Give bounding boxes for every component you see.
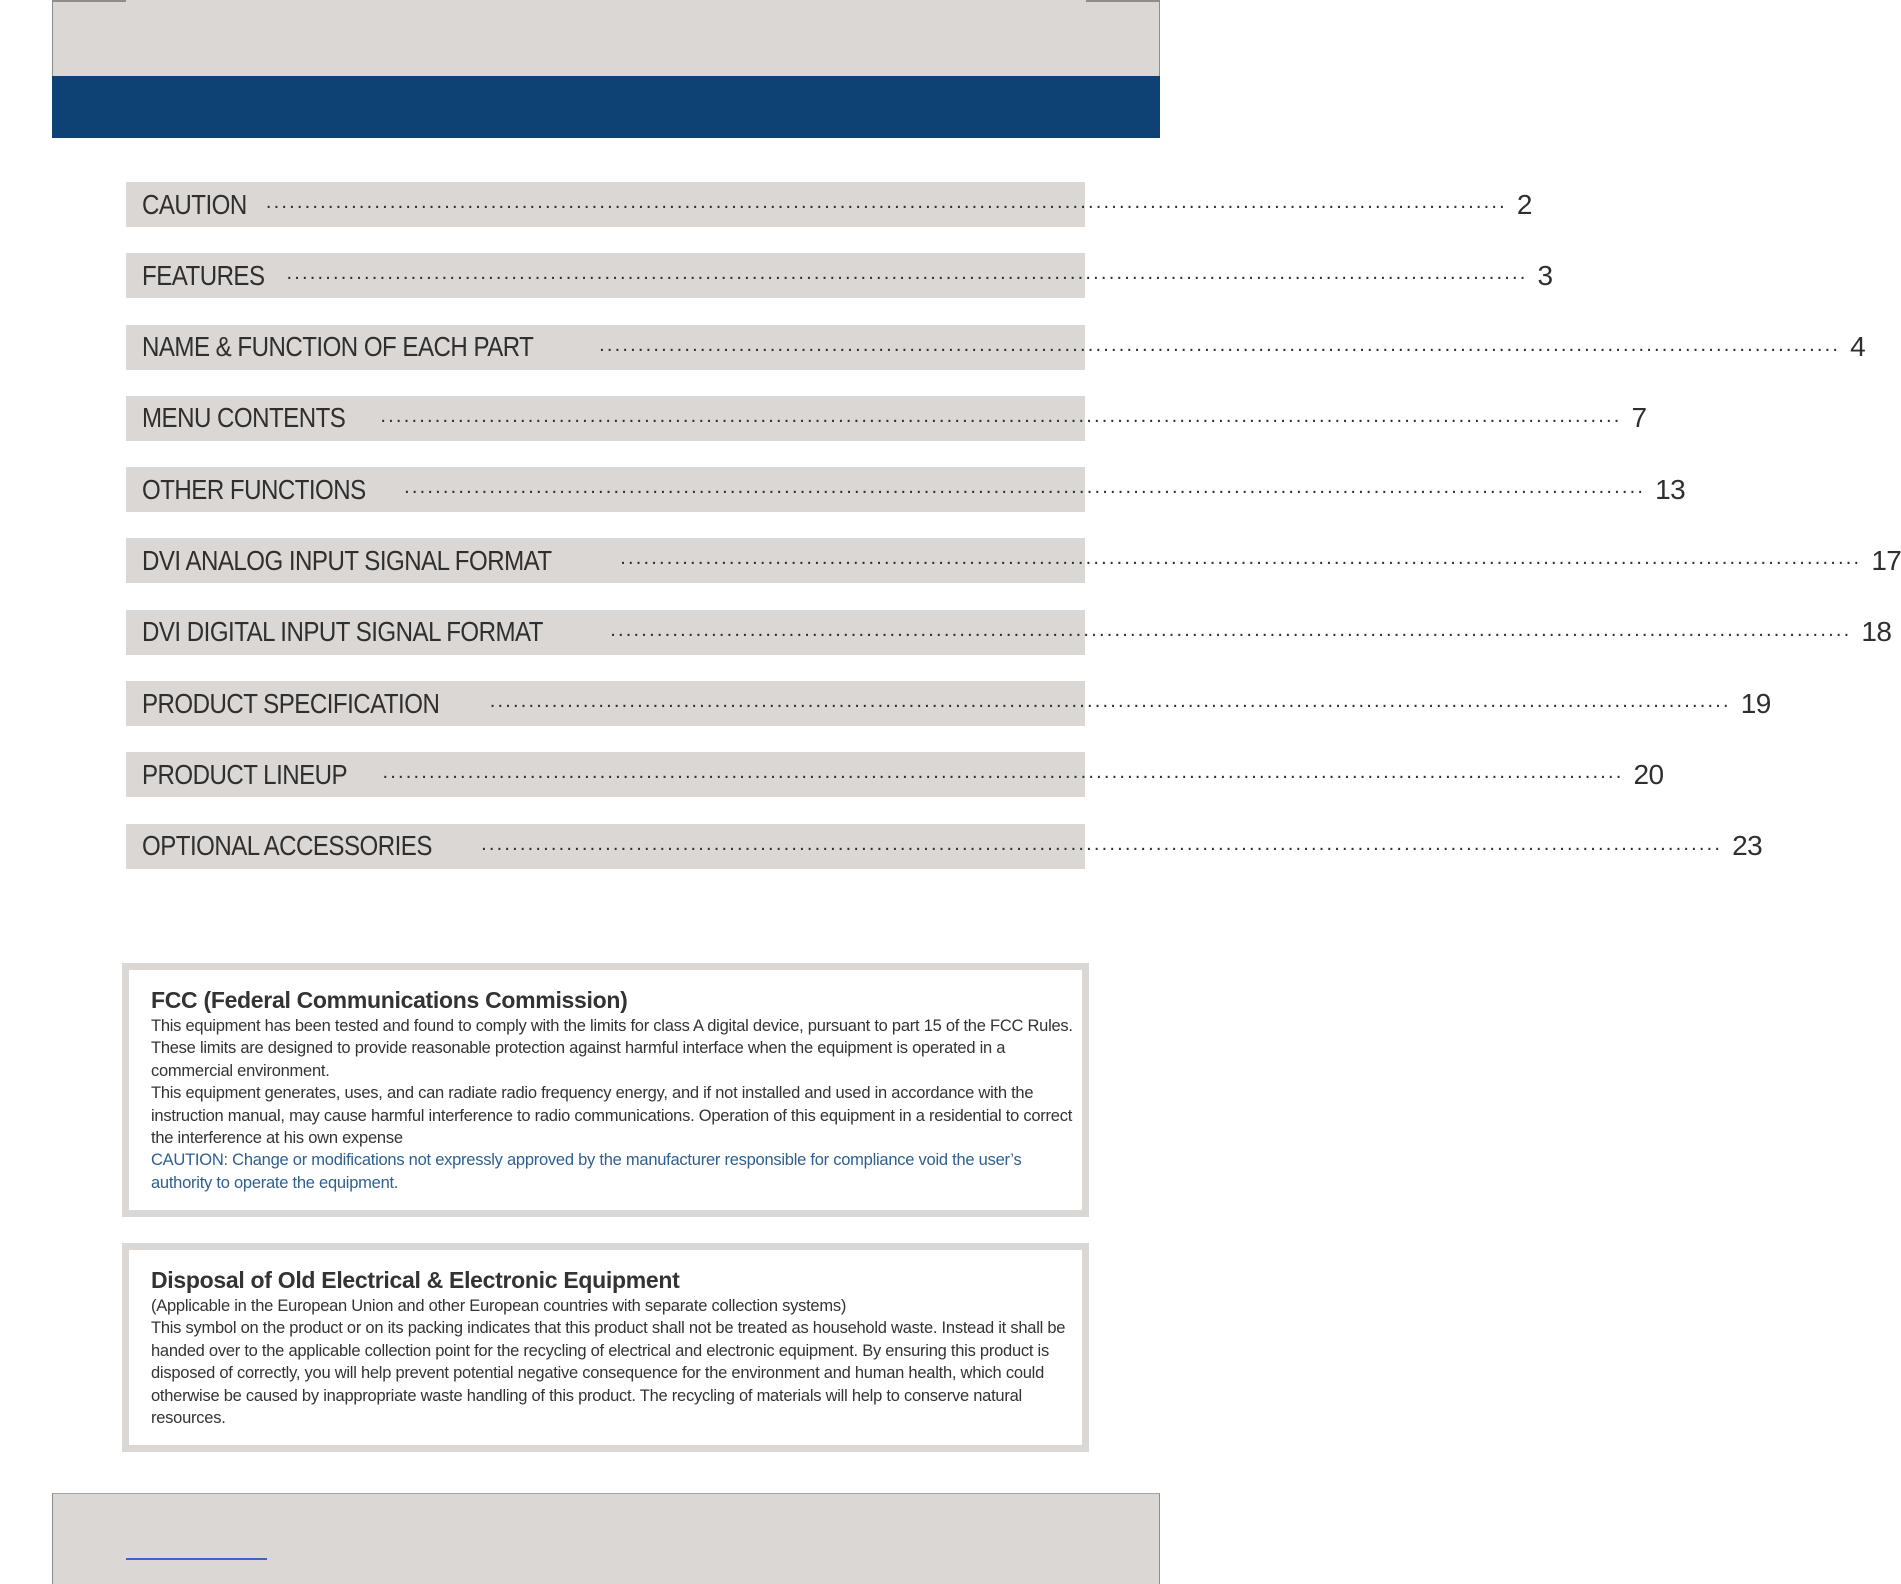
footer-gray-band [52, 1493, 1160, 1584]
toc-item-product-specification[interactable] [126, 681, 1771, 726]
toc-item-optional-accessories[interactable] [126, 824, 1763, 869]
header-gray-band [52, 0, 1160, 76]
disposal-notice-body: This symbol on the product or on its packing indicates that this product shall not be treated as household waste. Instead it shall be handed over to the applicable collection point for the recycling of electrical and electronic equipment. By ensuring this product is disposed of correctly, you will help prevent potential negative consequence for the environment and human health, which could otherwise be caused by inappropriate waste handling of this product. The recycling of materials will help to conserve natural resources. [151, 1319, 1066, 1428]
table-of-contents [126, 182, 1901, 895]
toc-item-page: 19 [1740, 687, 1771, 719]
fcc-notice-paragraph-2: This equipment generates, uses, and can radiate radio frequency energy, and if not installed and used in accordance with the instruction manual, may cause harmful interference to radio communications. Operation of this equipment in a residential to correct the interference at his own expense [151, 1084, 1073, 1148]
header-right-edge [1086, 0, 1160, 2]
header-left-edge [52, 0, 126, 2]
disposal-notice-subtitle: (Applicable in the European Union and other European countries with separate collection systems) [151, 1297, 847, 1315]
toc-item-page: 18 [1861, 616, 1892, 648]
fcc-caution-text: CAUTION: Change or modifications not expressly approved by the manufacturer responsible for compliance void the user’s authority to operate the equipment. [151, 1151, 1022, 1192]
toc-item-title: PRODUCT LINEUP [142, 758, 348, 790]
toc-dot-leader: ................................................................................................................................................................ [610, 618, 1852, 641]
toc-item-title: NAME & FUNCTION OF EACH PART [142, 331, 534, 363]
toc-item-name-function[interactable] [126, 325, 1866, 370]
toc-item-page: 13 [1655, 473, 1686, 505]
footer-link-underline[interactable] [126, 1558, 267, 1560]
toc-dot-leader: ................................................................................................................................................................ [286, 262, 1528, 285]
toc-item-dvi-digital[interactable] [126, 610, 1892, 655]
toc-item-title: MENU CONTENTS [142, 402, 346, 434]
toc-item-title: FEATURES [142, 259, 265, 291]
toc-item-page: 23 [1732, 830, 1763, 862]
toc-dot-leader: ................................................................................................................................................................ [489, 690, 1731, 713]
toc-item-page: 7 [1631, 402, 1647, 434]
fcc-notice-title: FCC (Federal Communications Commission) [151, 987, 628, 1013]
toc-item-title: PRODUCT SPECIFICATION [142, 687, 440, 719]
toc-item-title: OTHER FUNCTIONS [142, 473, 366, 505]
toc-item-other-functions[interactable] [126, 467, 1686, 512]
toc-dot-leader: ................................................................................................................................................................ [265, 191, 1507, 213]
toc-dot-leader: ................................................................................................................................................................ [599, 333, 1841, 356]
disposal-notice-box [122, 1243, 1089, 1452]
toc-item-dvi-analog[interactable] [126, 538, 1901, 583]
toc-dot-leader: ................................................................................................................................................................ [481, 832, 1723, 855]
toc-item-title: CAUTION [142, 188, 247, 220]
toc-item-title: DVI DIGITAL INPUT SIGNAL FORMAT [142, 616, 544, 648]
toc-item-page: 4 [1850, 331, 1866, 363]
toc-dot-leader: ................................................................................................................................................................ [404, 476, 1646, 499]
fcc-notice-paragraph-1: This equipment has been tested and found to comply with the limits for class A digital device, pursuant to part 15 of the FCC Rules. These limits are designed to provide reasonable protection against harmful interface when the equipment is operated in a commercial environment. [151, 1017, 1073, 1080]
toc-item-page: 20 [1633, 758, 1664, 790]
toc-item-menu-contents[interactable] [126, 396, 1647, 441]
toc-item-caution[interactable] [126, 182, 1532, 227]
header-blue-band [52, 76, 1160, 138]
toc-item-title: OPTIONAL ACCESSORIES [142, 830, 432, 862]
disposal-notice-title: Disposal of Old Electrical & Electronic Equipment [151, 1267, 680, 1293]
toc-item-page: 17 [1871, 544, 1901, 576]
toc-item-features[interactable] [126, 253, 1553, 298]
toc-item-page: 2 [1516, 188, 1532, 220]
toc-dot-leader: ................................................................................................................................................................ [620, 547, 1862, 570]
toc-item-product-lineup[interactable] [126, 752, 1664, 797]
toc-dot-leader: ................................................................................................................................................................ [380, 404, 1622, 427]
toc-item-page: 3 [1537, 259, 1553, 291]
fcc-notice-box [122, 963, 1089, 1217]
toc-dot-leader: ................................................................................................................................................................ [382, 761, 1624, 784]
toc-item-title: DVI ANALOG INPUT SIGNAL FORMAT [142, 544, 552, 576]
